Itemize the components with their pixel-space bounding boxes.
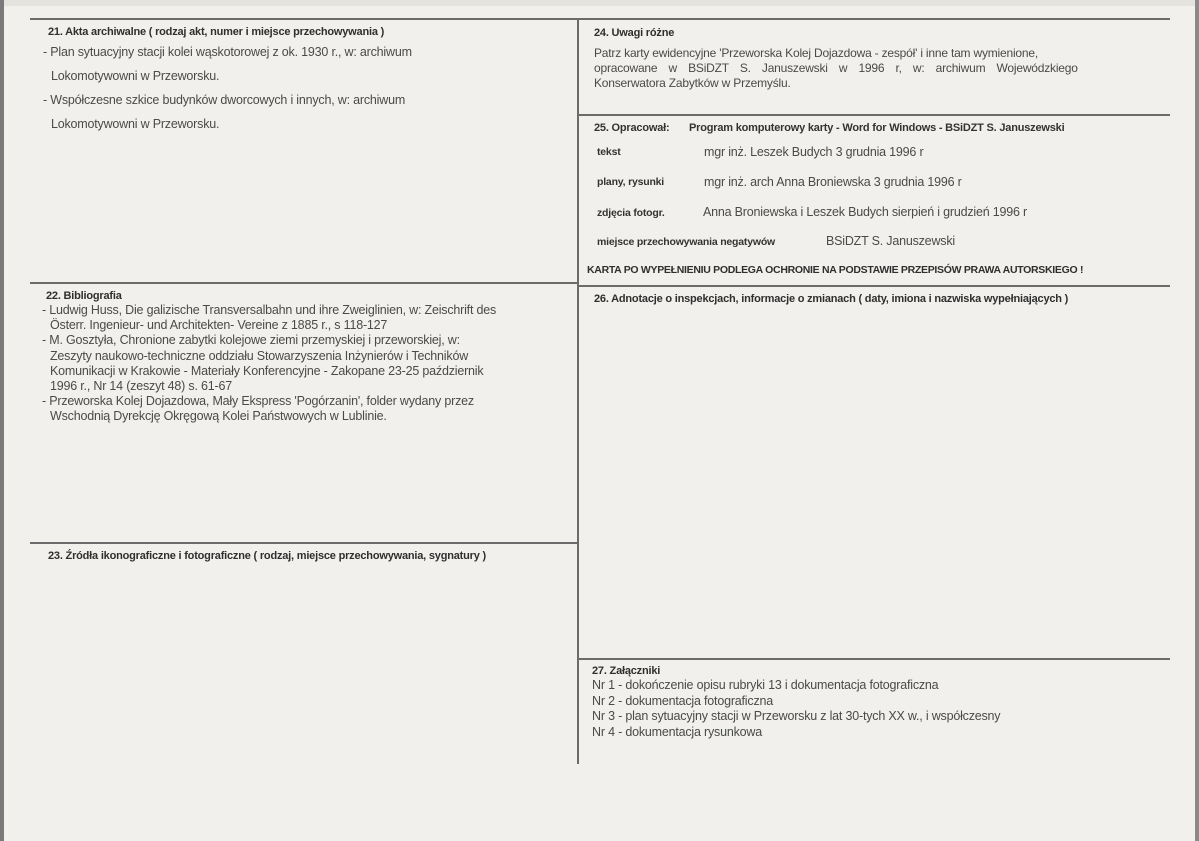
left-frame-edge	[0, 0, 4, 841]
section-27-title: 27. Załączniki	[592, 665, 661, 677]
section-25-title: 25. Opracował:	[594, 122, 670, 134]
attachment-item: Nr 4 - dokumentacja rysunkowa	[592, 724, 762, 739]
s22-line: Österr. Ingenieur- und Architekten- Vereine z 1885 r., s 118-127	[50, 318, 388, 333]
s22-line: - Przeworska Kolej Dojazdowa, Mały Ekspress 'Pogórzanin', folder wydany przez	[42, 394, 474, 409]
section-24-title: 24. Uwagi różne	[594, 27, 675, 39]
divider-26-27	[578, 658, 1170, 660]
top-strip	[0, 0, 1199, 6]
s21-line: Lokomotywowni w Przeworsku.	[51, 69, 220, 83]
attachment-item: Nr 3 - plan sytuacyjny stacji w Przeworsku z lat 30-tych XX w., i współczesny	[592, 709, 1001, 723]
row-value-text: mgr inż. Leszek Budych 3 grudnia 1996 r	[704, 145, 924, 159]
s21-line: Lokomotywowni w Przeworsku.	[51, 117, 220, 131]
copyright-warning: KARTA PO WYPEŁNIENIU PODLEGA OCHRONIE NA PODSTAWIE PRZEPISÓW PRAWA AUTORSKIEGO !	[587, 264, 1084, 276]
section-21-archival-records	[43, 26, 573, 141]
row-label-negatives: miejsce przechowywania negatywów	[597, 236, 775, 248]
row-value-photos: Anna Broniewska i Leszek Budych sierpień i grudzień 1996 r	[703, 205, 1028, 219]
s22-line: Wschodnią Dyrekcję Okręgową Kolei Państwowych w Lublinie.	[50, 409, 387, 424]
attachment-item: Nr 1 - dokończenie opisu rubryki 13 i dokumentacja fotograficzna	[592, 678, 939, 692]
row-value-negatives: BSiDZT S. Januszewski	[826, 234, 955, 248]
row-value-plans: mgr inż. arch Anna Broniewska 3 grudnia 1996 r	[704, 175, 962, 189]
section-25-prepared-by	[578, 116, 1170, 285]
divider-22-23	[30, 542, 578, 544]
s21-line: - Współczesne szkice budynków dworcowych i innych, w: archiwum	[43, 93, 406, 107]
s22-line: Zeszyty naukowo-techniczne oddziału Stowarzyszenia Inżynierów i Techników	[50, 348, 469, 363]
section-22-title: 22. Bibliografia	[46, 290, 122, 302]
section-24-remarks	[594, 27, 1164, 91]
section-21-title: 21. Akta archiwalne ( rodzaj akt, numer i miejsce przechowywania )	[48, 26, 385, 38]
divider-25-26	[578, 285, 1170, 287]
s24-line: Patrz karty ewidencyjne 'Przeworska Kolej Dojazdowa - zespół' i inne tam wymienione,	[594, 46, 1038, 60]
row-label-photos: zdjęcia fotogr.	[597, 207, 665, 219]
software-note: Program komputerowy karty - Word for Windows - BSiDZT S. Januszewski	[689, 122, 1065, 134]
row-label-plans: plany, rysunki	[597, 176, 665, 188]
s22-line: - Ludwig Huss, Die galizische Transversalbahn und ihre Zweiglinien, w: Zeischrift des	[42, 303, 497, 317]
s21-line: - Plan sytuacyjny stacji kolei wąskotorowej z ok. 1930 r., w: archiwum	[43, 45, 412, 59]
s22-line: Komunikacji w Krakowie - Materiały Konferencyjne - Zakopane 23-25 październik	[50, 363, 484, 378]
s24-line: opracowane w BSiDZT S. Januszewski w 1996 r, w: archiwum Wojewódzkiego	[594, 61, 1078, 75]
divider-21-22	[30, 282, 578, 284]
s22-line: 1996 r., Nr 14 (zeszyt 48) s. 61-67	[50, 379, 232, 394]
section-23-title: 23. Źródła ikonograficzne i fotograficzne ( rodzaj, miejsce przechowywania, sygnatury )	[48, 550, 486, 562]
section-22-bibliography	[42, 290, 574, 425]
s24-line: Konserwatora Zabytków w Przemyślu.	[594, 76, 791, 90]
section-27-attachments	[592, 665, 1164, 740]
top-rule	[30, 18, 1170, 20]
section-26-inspection-notes	[594, 293, 1164, 305]
attachment-item: Nr 2 - dokumentacja fotograficzna	[592, 693, 773, 708]
row-label-text: tekst	[597, 146, 621, 158]
section-23-iconographic-sources	[48, 550, 573, 562]
section-26-title: 26. Adnotacje o inspekcjach, informacje o zmianach ( daty, imiona i nazwiska wypełniających )	[594, 293, 1069, 305]
s22-line: - M. Gosztyła, Chronione zabytki kolejowe ziemi przemyskiej i przeworskiej, w:	[42, 333, 460, 348]
right-frame-edge	[1195, 0, 1199, 841]
